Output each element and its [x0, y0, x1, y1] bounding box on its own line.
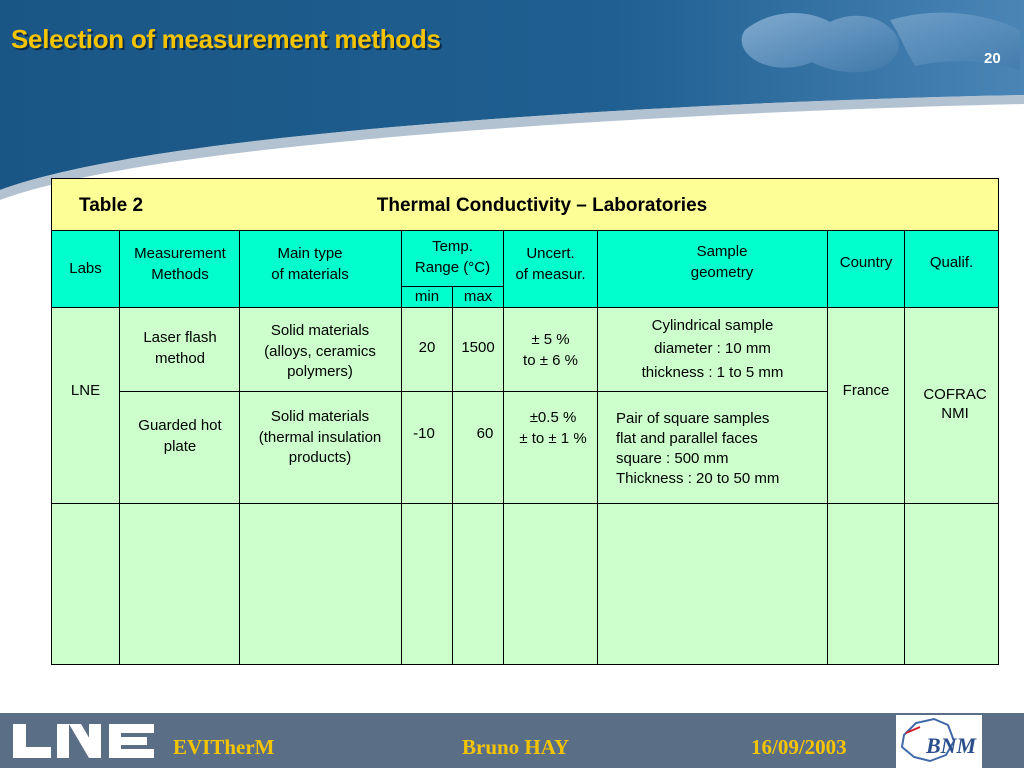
- footer-project: EVITherM: [173, 735, 275, 759]
- header-temp-max: max: [463, 287, 493, 305]
- uncert-line1: ± 5 %: [531, 331, 570, 349]
- material-line2: (alloys, ceramics: [264, 342, 376, 360]
- table-row-1-method: [120, 324, 240, 374]
- uncert-line2: ± to ± 1 %: [519, 430, 587, 447]
- material-line3: products): [288, 449, 352, 467]
- material-line1: Solid materials: [270, 407, 370, 425]
- table-row-2-max: 60: [476, 424, 494, 442]
- sample-line1: Pair of square samples: [616, 409, 770, 427]
- footer-author: Bruno HAY: [462, 735, 570, 759]
- header-temp-line1: Temp.: [432, 238, 473, 256]
- material-line3: polymers): [287, 363, 353, 381]
- divider: [52, 230, 998, 231]
- sample-line2: diameter : 10 mm: [654, 340, 771, 358]
- lne-logo: [13, 722, 158, 760]
- footer-date: 16/09/2003: [751, 735, 847, 759]
- sample-line3: thickness : 1 to 5 mm: [641, 363, 784, 381]
- table-caption-title: Thermal Conductivity – Laboratories: [376, 194, 708, 216]
- header-uncertainty: [504, 239, 597, 291]
- sample-line3: square : 500 mm: [616, 450, 729, 467]
- slide-header: [0, 0, 1024, 200]
- header-country: Country: [839, 253, 893, 271]
- method-line1: Guarded hot: [138, 417, 222, 435]
- qualif-line2: NMI: [941, 405, 969, 422]
- material-line2: (thermal insulation: [258, 428, 382, 446]
- header-temp-min: min: [414, 287, 440, 305]
- divider: [52, 503, 998, 504]
- header-sample-line2: geometry: [690, 264, 754, 281]
- header-methods-line2: Methods: [151, 266, 209, 283]
- header-materials: [240, 239, 380, 291]
- table-row-1-material: [240, 317, 400, 387]
- header-temp-range: [402, 235, 503, 281]
- table-row-1-min: 20: [418, 338, 436, 356]
- material-line1: Solid materials: [270, 321, 370, 339]
- country-cell: France: [842, 381, 890, 399]
- table-row-2-material: [240, 403, 400, 473]
- sample-line1: Cylindrical sample: [651, 317, 774, 335]
- bnm-map-icon: [896, 715, 982, 768]
- method-line2: plate: [163, 438, 197, 455]
- bnm-logo: [896, 715, 982, 768]
- header-methods-line1: Measurement: [134, 245, 226, 263]
- header-temp-line2: Range (°C): [414, 259, 491, 276]
- qualif-cell: [905, 359, 1005, 449]
- table-row-2-uncertainty: [504, 405, 602, 453]
- table-row-2-min: -10: [413, 424, 435, 442]
- table-row-2-method: [120, 412, 240, 462]
- header-sample-geometry: [612, 237, 832, 289]
- table-row-1-sample: [598, 310, 827, 388]
- page-number: 20: [984, 50, 1001, 67]
- uncert-line2: to ± 6 %: [523, 352, 578, 369]
- header-labs: Labs: [69, 259, 102, 277]
- header-uncert-line2: of measur.: [515, 266, 586, 283]
- table-row-1-max: 1500: [461, 338, 495, 356]
- header-uncert-line1: Uncert.: [526, 245, 575, 263]
- uncert-line1: ±0.5 %: [529, 409, 577, 427]
- table-row-1-uncertainty: [504, 328, 597, 374]
- header-materials-line2: of materials: [271, 266, 349, 283]
- header-qualif: Qualif.: [929, 253, 974, 271]
- header-methods: [120, 239, 240, 291]
- slide-title: Selection of measurement methods: [11, 24, 441, 54]
- method-line1: Laser flash: [143, 329, 217, 347]
- method-line2: method: [154, 350, 206, 367]
- svg-text:BNM: BNM: [926, 733, 977, 758]
- thermal-conductivity-table: [51, 178, 999, 665]
- header-sample-line1: Sample: [696, 243, 748, 261]
- header-materials-line1: Main type: [277, 245, 343, 263]
- lab-cell: LNE: [70, 381, 101, 399]
- sample-line4: Thickness : 20 to 50 mm: [616, 470, 780, 488]
- table-row-2-sample: [616, 407, 826, 491]
- table-caption-label: Table 2: [79, 194, 144, 216]
- sample-line2: flat and parallel faces: [616, 429, 758, 447]
- qualif-line1: COFRAC: [923, 385, 987, 403]
- divider: [120, 391, 827, 392]
